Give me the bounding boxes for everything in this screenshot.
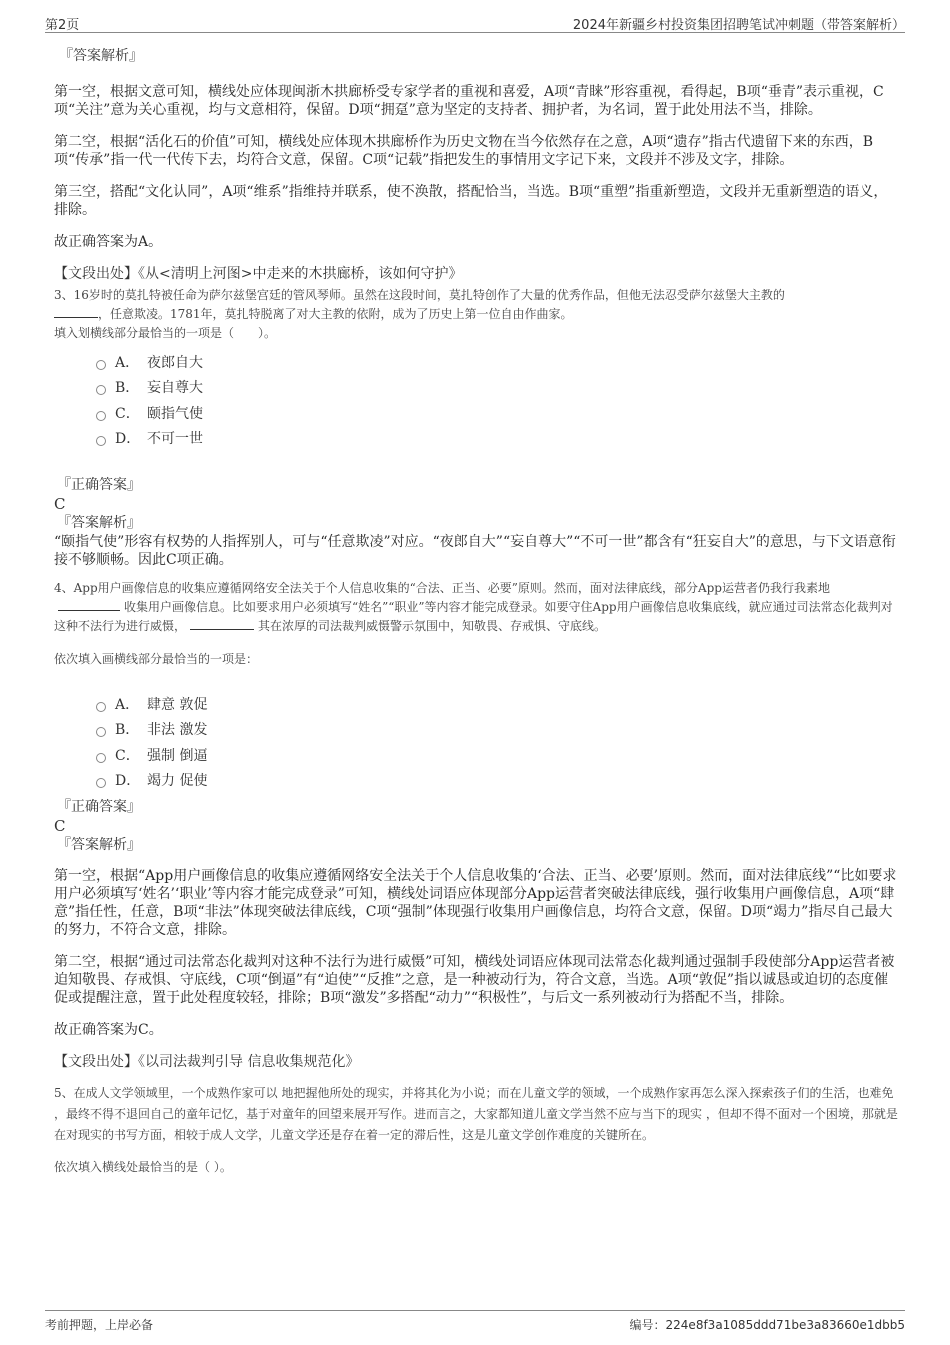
option-b[interactable]: B． 妄自尊大	[96, 375, 899, 401]
radio-icon[interactable]	[96, 360, 106, 370]
question-prompt: 依次填入画横线部分最恰当的一项是：	[54, 652, 259, 666]
radio-icon[interactable]	[96, 753, 106, 763]
source-citation: 【文段出处】《以司法裁判引导 信息收集规范化》	[54, 1054, 360, 1070]
document-body	[54, 44, 899, 1177]
option-d[interactable]: D． 不可一世	[96, 426, 899, 452]
analysis-label: 『答案解析』	[57, 837, 141, 853]
radio-icon[interactable]	[96, 385, 106, 395]
fill-blank-1	[58, 598, 120, 611]
option-c[interactable]: C． 强制 倒逼	[96, 742, 899, 768]
question-stem: 4、App用户画像信息的收集应遵循网络安全法关于个人信息收集的“合法、正当、必要”原则。然而，面对法律底线，部分App运营者仍我行我素地收集用户画像信息。比如要求用户必须填写“姓名”“职业”等内容才能完成登录。如要守住App用户画像信息收集底线，就应通过司法常态化裁判对这种不法行为进行威慑， 其在浓厚的司法裁判威慑警示氛围中，知敬畏、存戒惧、守底线。	[54, 581, 893, 633]
analysis-paragraph-2: 第二空，根据“活化石的价值”可知，横线处应体现木拱廊桥作为历史文物在当今依然存在之意，A项“遗存”指古代遗留下来的东西，B项“传承”指一代一代传下去，均符合文意，保留。C项“记载”指把发生的事情用文字记下来，文段并不涉及文字，排除。	[54, 134, 874, 168]
option-a[interactable]: A． 夜郎自大	[96, 349, 899, 375]
analysis-paragraph-1: 第一空，根据“App用户画像信息的收集应遵循网络安全法关于个人信息收集的‘合法、正当、必要’原则。然而，面对法律底线”“比如要求用户必须填写‘姓名’‘职业’等内容才能完成登录”可知，横线处词语应体现部分App运营者突破法律底线，强行收集用户画像信息，A项“肆意”指任性，任意，B项“非法”体现突破法律底线，C项“强制”体现强行收集用户画像信息，均符合文意，保留。D项“竭力”指尽自己最大的努力，不符合文意，排除。	[54, 868, 897, 938]
conclusion: 故正确答案为A。	[54, 234, 163, 250]
fill-blank	[54, 305, 98, 318]
fill-blank-2	[190, 617, 254, 630]
document-title: 2024年新疆乡村投资集团招聘笔试冲刺题（带答案解析）	[572, 18, 905, 33]
conclusion: 故正确答案为C。	[54, 1022, 163, 1038]
page-header	[45, 12, 905, 33]
page-footer	[45, 1310, 905, 1333]
option-list	[96, 349, 899, 451]
question-stem-part-2: ，任意欺凌。1781年，莫扎特脱离了对大主教的依附，成为了历史上第一位自由作曲家。	[98, 307, 573, 321]
radio-icon[interactable]	[96, 411, 106, 421]
radio-icon[interactable]	[96, 436, 106, 446]
analysis-paragraph-1: 第一空，根据文意可知，横线处应体现闽浙木拱廊桥受专家学者的重视和喜爱，A项“青睐”形容重视，看得起，B项“垂青”表示重视，C项“关注”意为关心重视，均与文意相符，保留。D项“拥趸”意为坚定的支持者、拥护者，为名词，置于此处用法不当，排除。	[54, 84, 884, 118]
analysis-label: 『答案解析』	[57, 515, 141, 531]
question-prompt: 填入划横线部分最恰当的一项是（ ）。	[54, 326, 277, 340]
option-list	[96, 691, 899, 793]
document-id: 编号：224e8f3a1085ddd71be3a83660e1dbb5	[629, 1318, 905, 1332]
option-b[interactable]: B． 非法 激发	[96, 717, 899, 743]
correct-answer: C	[54, 495, 66, 513]
correct-answer-label: 『正确答案』	[57, 799, 141, 815]
correct-answer-label: 『正确答案』	[57, 477, 141, 493]
radio-icon[interactable]	[96, 702, 106, 712]
radio-icon[interactable]	[96, 727, 106, 737]
page-number: 第2页	[45, 18, 80, 33]
analysis-paragraph-3: 第三空，搭配“文化认同”，A项“维系”指维持并联系，使不涣散，搭配恰当，当选。B项“重塑”指重新塑造，文段并无重新塑造的语义，排除。	[54, 184, 888, 218]
analysis-label: 『答案解析』	[59, 48, 143, 64]
source-citation: 【文段出处】《从<清明上河图>中走来的木拱廊桥，该如何守护》	[54, 266, 463, 282]
correct-answer: C	[54, 817, 66, 835]
footer-slogan: 考前押题，上岸必备	[45, 1318, 154, 1332]
analysis-paragraph-2: 第二空，根据“通过司法常态化裁判对这种不法行为进行威慑”可知，横线处词语应体现司法常态化裁判通过强制手段使部分App运营者被迫知敬畏、存戒惧、守底线，C项“倒逼”有“迫使”“反推”之意，是一种被动行为，符合文意，当选。A项“敦促”指以诚恳或迫切的态度催促或提醒注意，置于此处程度较轻，排除；B项“激发”多搭配“动力”“积极性”，与后文一系列被动行为搭配不当，排除。	[54, 954, 895, 1006]
question-stem-part-1: 3、16岁时的莫扎特被任命为萨尔兹堡宫廷的管风琴师。虽然在这段时间，莫扎特创作了大量的优秀作品，但他无法忍受萨尔兹堡大主教的	[54, 288, 785, 302]
option-d[interactable]: D． 竭力 促使	[96, 768, 899, 794]
option-a[interactable]: A． 肆意 敦促	[96, 691, 899, 717]
radio-icon[interactable]	[96, 778, 106, 788]
analysis-paragraph: “颐指气使”形容有权势的人指挥别人，可与“任意欺凌”对应。“夜郎自大”“妄自尊大”“不可一世”都含有“狂妄自大”的意思，与下文语意衔接不够顺畅。因此C项正确。	[54, 534, 896, 568]
question-stem	[54, 286, 899, 324]
question-stem: 5、在成人文学领域里，一个成熟作家可以 地把握他所处的现实，并将其化为小说；而在儿童文学的领域，一个成熟作家再怎么深入探索孩子们的生活，也难免 ，最终不得不退回自己的童年记忆，基于对童年的回望来展开写作。进而言之，大家都知道儿童文学当然不应与当下的现实 ，但却不得不面对一个困境，那就是在对现实的书写方面，相较于成人文学，儿童文学还是存在着一定的滞后性，这是儿童文学创作难度的关键所在。	[54, 1086, 898, 1142]
option-c[interactable]: C． 颐指气使	[96, 400, 899, 426]
question-prompt: 依次填入横线处最恰当的是（ ）。	[54, 1160, 232, 1174]
